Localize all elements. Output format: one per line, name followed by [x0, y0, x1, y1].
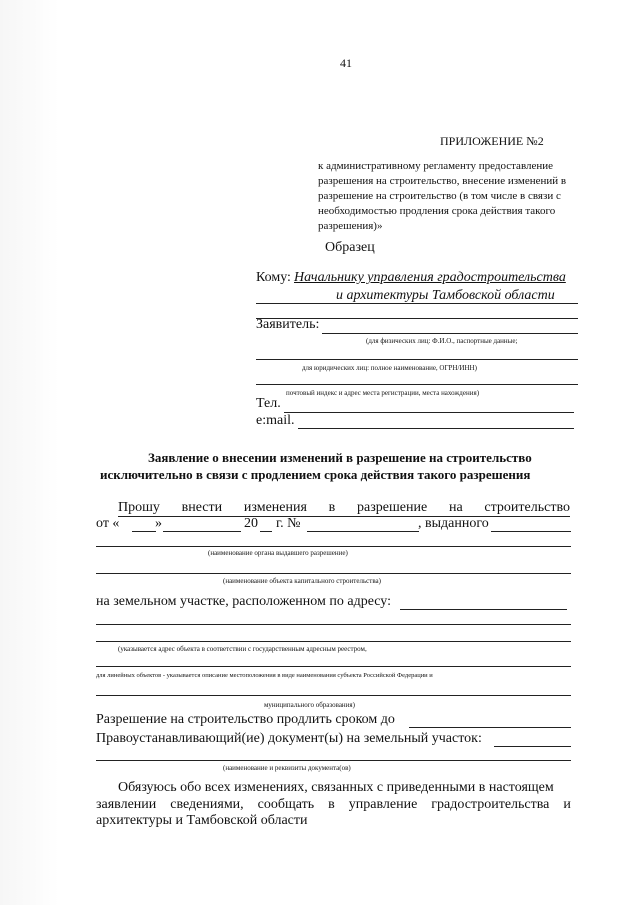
closing-text-line: заявлении сведениями, сообщать в управление градостроительства и — [96, 797, 571, 812]
issued-by-field[interactable] — [491, 531, 571, 532]
land-address-field[interactable] — [400, 609, 567, 610]
extend-until-field[interactable] — [409, 727, 571, 728]
page-number: 41 — [340, 56, 352, 70]
email-label: e:mail. — [256, 413, 295, 428]
closing-text-line: архитектуры и Тамбовской области — [96, 813, 308, 828]
request-word: разрешение — [357, 500, 428, 515]
municipal-field[interactable] — [96, 695, 571, 696]
permit-number-field[interactable] — [307, 531, 419, 532]
request-word: на — [448, 500, 463, 515]
caption-postal-address: почтовый индекс и адрес места регистрации, места нахождения) — [286, 389, 480, 397]
caption-issuing-authority: (наименование органа выдавшего разрешение) — [208, 549, 348, 557]
request-word: изменения — [243, 500, 307, 515]
request-word: в — [328, 500, 336, 515]
linear-object-field[interactable] — [96, 666, 571, 667]
tel-label: Тел. — [256, 396, 281, 411]
land-plot-label: на земельном участке, расположенном по адресу: — [96, 594, 392, 609]
land-address-field[interactable] — [96, 624, 571, 625]
to-recipient-line2: и архитектуры Тамбовской области — [336, 288, 555, 303]
land-address-field[interactable] — [96, 641, 571, 642]
form-heading-line1: Заявление о внесении изменений в разрешение на строительство — [148, 450, 532, 465]
month-field[interactable] — [163, 531, 241, 532]
title-documents-label: Правоустанавливающий(ие) документ(ы) на земельный участок: — [96, 731, 482, 746]
extend-permit-label: Разрешение на строительство продлить сроком до — [96, 712, 395, 727]
form-heading-line2: исключительно в связи с продлением срока действия такого разрешения — [100, 467, 531, 482]
caption-individuals: (для физических лиц: Ф.И.О., паспортные данные; — [366, 337, 518, 345]
applicant-field-line[interactable] — [256, 359, 578, 360]
to-recipient-line1: Начальнику управления градостроительства — [294, 270, 566, 285]
capital-object-field[interactable] — [96, 573, 571, 574]
issuing-authority-field[interactable] — [96, 546, 571, 547]
date-from-label: от « — [96, 516, 120, 531]
applicant-field-line[interactable] — [322, 333, 578, 334]
request-word: внести — [181, 500, 223, 515]
caption-capital-object: (наименование объекта капитального строительства) — [223, 577, 381, 585]
issued-label: , выданного — [418, 516, 489, 531]
closing-text-line: Обязуюсь обо всех изменениях, связанных с приведенными в настоящем — [118, 780, 554, 795]
tel-field-line[interactable] — [284, 412, 574, 413]
permit-number-label: г. № — [276, 516, 301, 531]
caption-title-documents: (наименование и реквизиты документа(ов) — [223, 764, 351, 772]
request-statement — [118, 500, 570, 517]
appendix-ref-line: разрешения)» — [318, 220, 383, 232]
caption-linear-objects: для линейных объектов - указывается описание местоположения в виде наименования субъекта Российской Федерации и — [96, 672, 433, 679]
request-word: строительство — [484, 500, 570, 515]
appendix-ref-line: к административному регламенту предоставление — [318, 160, 554, 172]
scan-shadow — [0, 0, 60, 905]
appendix-ref-line: необходимостью продления срока действия такого — [318, 205, 556, 217]
applicant-label: Заявитель: — [256, 317, 320, 332]
caption-legal-entities: для юридических лиц: полное наименование, ОГРН/ИНН) — [302, 364, 477, 372]
caption-municipal: муниципального образования) — [264, 701, 355, 709]
title-documents-field[interactable] — [96, 760, 571, 761]
date-quote: » — [155, 516, 162, 531]
year-field[interactable] — [260, 531, 272, 532]
appendix-title: ПРИЛОЖЕНИЕ №2 — [440, 134, 544, 148]
caption-address-registry: (указывается адрес объекта в соответствии с государственным адресным реестром, — [118, 645, 367, 653]
appendix-ref-line: разрешения на строительство, внесение изменений в — [318, 175, 567, 187]
appendix-ref-line: разрешение на строительство (в том числе в связи с — [318, 190, 561, 202]
request-word: Прошу — [118, 500, 160, 515]
to-label: Кому: — [256, 270, 291, 285]
sample-label: Образец — [325, 240, 375, 255]
title-documents-field[interactable] — [494, 746, 571, 747]
email-field-line[interactable] — [298, 428, 574, 429]
applicant-field-line[interactable] — [256, 384, 578, 385]
year-prefix: 20 — [244, 516, 258, 531]
day-field[interactable] — [132, 531, 156, 532]
